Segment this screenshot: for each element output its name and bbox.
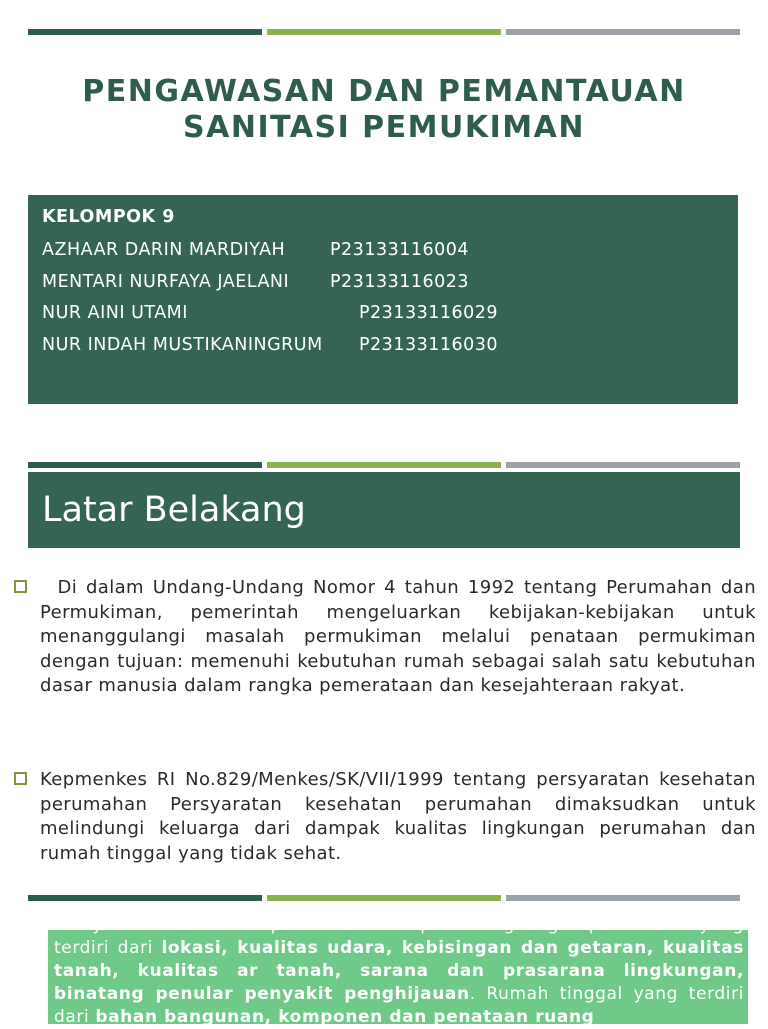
group-label: KELOMPOK 9 bbox=[42, 207, 175, 227]
top-rule-green bbox=[267, 29, 501, 35]
member-id: P23133116029 bbox=[359, 303, 499, 323]
bullet-text: Di dalam Undang-Undang Nomor 4 tahun 1992 tentang Perumahan dan Permukiman, pemerintah mengeluarkan kebijakan-kebijakan untuk menanggulangi masalah permukiman melalui penataan permukiman dengan tujuan: memenuhi kebutuhan rumah sebagai salah satu kebutuhan dasar manusia dalam rangka pemerataan dan kesejahteraan rakyat. bbox=[40, 577, 763, 696]
section-heading: Latar Belakang bbox=[28, 472, 740, 548]
member-id: P23133116030 bbox=[359, 334, 499, 355]
slide2-rule-dark bbox=[28, 462, 262, 468]
member-row bbox=[42, 267, 724, 299]
requirements-text bbox=[54, 914, 744, 1029]
slide3-rule-dark bbox=[28, 895, 262, 901]
top-rule-dark bbox=[28, 29, 262, 35]
group-members-panel bbox=[28, 195, 738, 404]
member-name: AZHAAR DARIN MARDIYAH bbox=[42, 240, 286, 260]
requirements-bold-a: lokasi, kualitas udara, kebisingan dan getaran, kualitas tanah, kualitas ar tanah, sarana dan prasarana lingkungan, binatang penular penyakit penghijauan bbox=[54, 938, 744, 1004]
checkbox-bullet-icon bbox=[14, 772, 27, 785]
bullet-text: Kepmenkes RI No.829/Menkes/SK/VII/1999 tentang persyaratan kesehatan perumahan Persyaratan kesehatan perumahan dimaksudkan untuk melindungi keluarga dari dampak kualitas lingkungan perumahan dan rumah tinggal yang tidak sehat. bbox=[40, 769, 756, 864]
member-name: MENTARI NURFAYA JAELANI bbox=[42, 271, 290, 292]
bullet-item bbox=[14, 768, 756, 866]
title-line-1: PENGAWASAN DAN PEMANTAUAN bbox=[82, 74, 686, 109]
bullet-item bbox=[14, 576, 763, 699]
checkbox-bullet-icon bbox=[14, 580, 27, 593]
requirements-bold-b: bahan bangunan, komponen dan penataan ruang bbox=[95, 1007, 595, 1027]
requirements-text-a: Persyaratan kesehatan perumahan meliputi : Lingkungan perumahan yang terdiri dari bbox=[54, 915, 744, 958]
member-name: NUR AINI UTAMI bbox=[42, 303, 188, 323]
member-row bbox=[42, 298, 724, 330]
member-name: NUR INDAH MUSTIKANINGRUM bbox=[42, 334, 323, 355]
member-id: P23133116023 bbox=[330, 271, 470, 292]
requirements-text-box bbox=[48, 915, 748, 1027]
slide2-rule-green bbox=[267, 462, 501, 468]
member-row bbox=[42, 235, 724, 267]
title-line-2: SANITASI PEMUKIMAN bbox=[183, 110, 585, 145]
top-rule-gray bbox=[506, 29, 740, 35]
slide2-rule-gray bbox=[506, 462, 740, 468]
member-id: P23133116004 bbox=[330, 240, 470, 260]
requirements-text-b: . Rumah tinggal yang terdiri dari bbox=[54, 984, 744, 1027]
slide-title bbox=[0, 74, 768, 146]
member-row bbox=[42, 330, 724, 362]
slide3-rule-green bbox=[267, 895, 501, 901]
slide3-rule-gray bbox=[506, 895, 740, 901]
